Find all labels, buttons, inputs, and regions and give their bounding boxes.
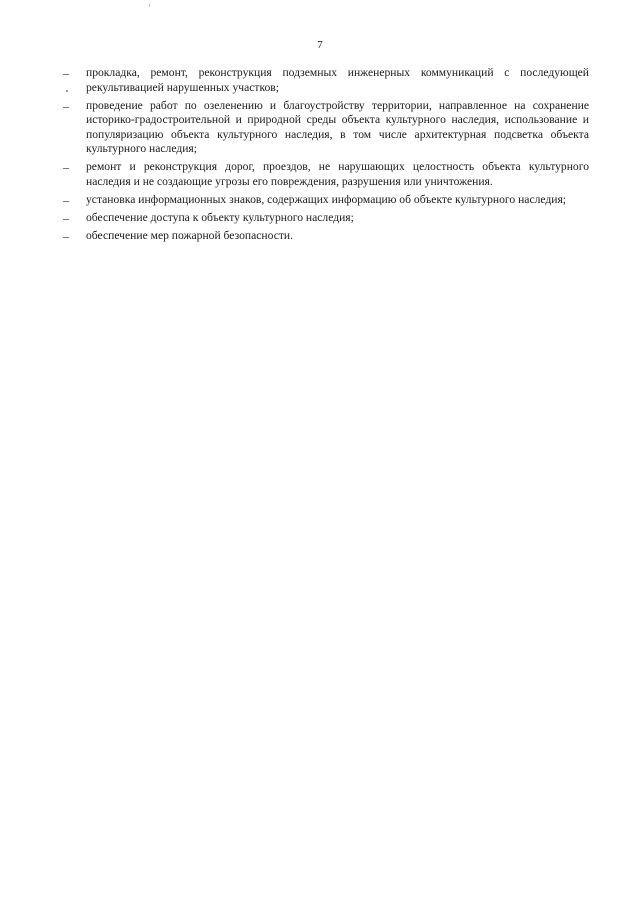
list-item (62, 66, 589, 95)
list-item-text: ремонт и реконструкция дорог, проездов, не нарушающих целостность объекта культурного наследия и не создающие угрозы его повреждения, разрушения или уничтожения. (86, 160, 589, 188)
list-item-text: проведение работ по озеленению и благоустройству территории, направленное на сохранение историко-градостроительной и природной среды объекта культурного наследия, использование и популяризацию объекта культурного наследия, в том числе архитектурная подсветка объекта культурного наследия; (86, 98, 589, 156)
list-item-text: обеспечение мер пожарной безопасности. (86, 228, 294, 242)
list-bullet: – (63, 192, 69, 207)
list-item-text: обеспечение доступа к объекту культурного наследия; (86, 210, 354, 224)
list-item (62, 160, 589, 189)
scan-speck (66, 90, 68, 92)
list-bullet: – (63, 98, 69, 113)
list-item (62, 193, 589, 208)
list-bullet: – (63, 210, 69, 225)
scan-artifact (149, 4, 150, 7)
list-item (62, 211, 589, 226)
list-item-text: прокладка, ремонт, реконструкция подземных инженерных коммуникаций с последующей рекультивацией нарушенных участков; (86, 66, 589, 94)
list-bullet: – (63, 228, 69, 243)
list-item-text: установка информационных знаков, содержащих информацию об объекте культурного наследия; (86, 192, 567, 206)
list-item (62, 229, 589, 244)
list-bullet: – (63, 160, 69, 175)
list-item (62, 99, 589, 157)
list-bullet: – (63, 66, 69, 80)
requirements-list (62, 66, 589, 247)
page-number: 7 (317, 39, 323, 51)
